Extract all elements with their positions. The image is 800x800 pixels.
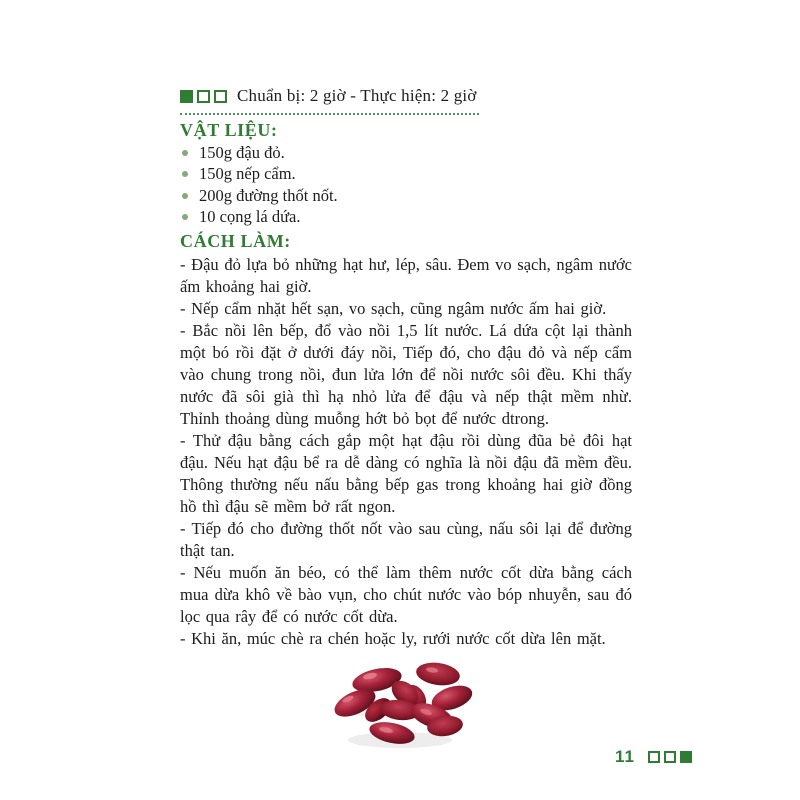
method-paragraphs (180, 254, 632, 650)
method-step: - Bắc nồi lên bếp, đổ vào nồi 1,5 lít nước. Lá dứa cột lại thành một bó rồi đặt ở dưới đáy nồi, Tiếp đó, cho đậu đỏ và nếp cẩm vào chung trong nồi, đun lửa lớn để nồi nước sôi đều. Khi thấy nước đã sôi già thì hạ nhỏ lửa để đậu và nếp thật mềm nhừ. Thỉnh thoảng dùng muỗng hớt bỏ bọt để nước dtrong. (180, 321, 632, 428)
ingredient-text: 150g đậu đỏ. (199, 142, 285, 162)
bullet-dot-icon (182, 171, 188, 177)
ingredients-heading: VẬT LIỆU: (180, 120, 278, 140)
square-outline-icon (664, 751, 676, 763)
list-item (182, 142, 338, 164)
square-outline-icon (648, 751, 660, 763)
header-square-markers-icon (180, 90, 227, 103)
list-item (182, 185, 338, 207)
bullet-dot-icon (182, 150, 188, 156)
ingredient-text: 150g nếp cẩm. (199, 164, 296, 184)
red-beans-illustration (330, 656, 486, 760)
bullet-dot-icon (182, 193, 188, 199)
square-filled-icon (680, 751, 692, 763)
method-step: - Tiếp đó cho đường thốt nốt vào sau cùng, nấu sôi lại để đường thật tan. (180, 519, 632, 560)
list-item (182, 164, 338, 186)
page-footer (615, 747, 692, 767)
square-filled-icon (180, 90, 193, 103)
method-step: - Thử đậu bằng cách gắp một hạt đậu rồi dùng đũa bẻ đôi hạt đậu. Nếu hạt đậu bể ra dễ dàng có nghĩa là nồi đậu đã mềm đều. Thông thường nếu nấu bằng bếp gas trong khoảng hai giờ đồng hồ thì đậu sẽ mềm bở rất ngon. (180, 431, 632, 516)
page-number: 11 (615, 747, 635, 766)
red-kidney-beans-photo (330, 656, 486, 760)
prep-time-header (180, 86, 479, 115)
method-step: - Nếu muốn ăn béo, có thể làm thêm nước cốt dừa bằng cách mua dừa khô về bào vụn, cho chút nước vào bóp nhuyễn, sau đó lọc qua rây để có nước cốt dừa. (180, 563, 632, 626)
square-outline-icon (214, 90, 227, 103)
method-step: - Đậu đỏ lựa bỏ những hạt hư, lép, sâu. Đem vo sạch, ngâm nước ấm khoảng hai giờ. (180, 255, 632, 296)
method-heading: CÁCH LÀM: (180, 231, 291, 251)
ingredient-text: 10 cọng lá dứa. (199, 207, 301, 227)
ingredient-text: 200g đường thốt nốt. (199, 185, 338, 205)
bullet-dot-icon (182, 214, 188, 220)
square-outline-icon (197, 90, 210, 103)
method-step: - Nếp cẩm nhặt hết sạn, vo sạch, cũng ngâm nước ấm hai giờ. (180, 299, 607, 318)
footer-square-markers-icon (648, 751, 692, 763)
list-item (182, 207, 338, 229)
ingredients-list (182, 142, 338, 228)
method-step: - Khi ăn, múc chè ra chén hoặc ly, rưới nước cốt dừa lên mặt. (180, 629, 606, 648)
prep-time-text: Chuẩn bị: 2 giờ - Thực hiện: 2 giờ (237, 86, 477, 105)
